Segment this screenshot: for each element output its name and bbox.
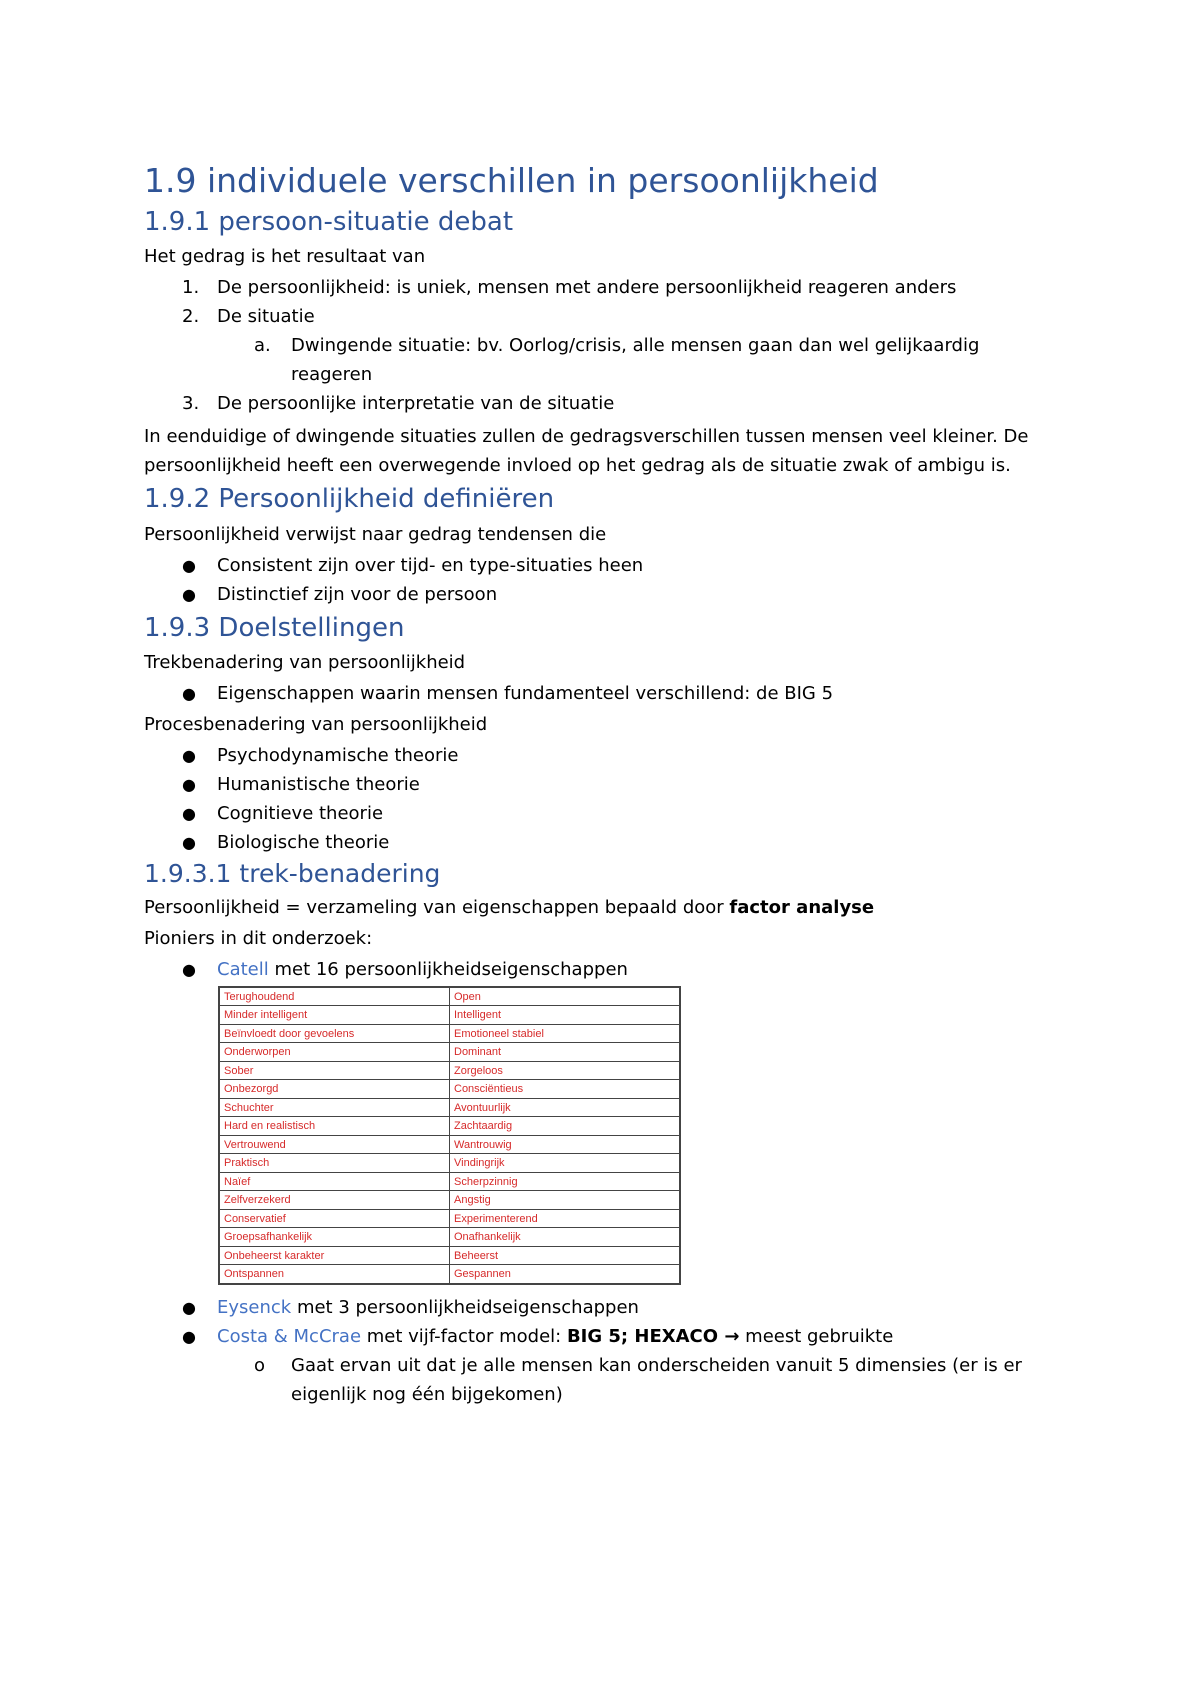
list-item (144, 389, 1064, 418)
paragraph-situaties: In eenduidige of dwingende situaties zullen de gedragsverschillen tussen mensen veel kleiner. De persoonlijkheid heeft een overwegende invloed op het gedrag als de situatie zwak of ambigu is. (144, 426, 1029, 477)
trait-cell-left: Sober (219, 1061, 450, 1080)
heading-1-9: 1.9 individuele verschillen in persoonlijkheid (144, 161, 879, 200)
trait-cell-left: Schuchter (219, 1098, 450, 1117)
trait-cell-left: Onbeheerst karakter (219, 1246, 450, 1265)
numbered-list-gedrag (144, 273, 1064, 418)
trait-cell-left: Zelfverzekerd (219, 1191, 450, 1210)
list-item (144, 302, 1064, 331)
author-name: Eysenck (217, 1296, 292, 1318)
trait-cell-left: Conservatief (219, 1209, 450, 1228)
table-row (219, 1228, 680, 1247)
circle-bullet-icon: o (254, 1354, 266, 1376)
text-run-bold: BIG 5; HEXACO (566, 1325, 725, 1347)
list-number: 2. (182, 306, 200, 328)
list-item-text: Dwingende situatie: bv. Oorlog/crisis, alle mensen gaan dan wel gelijkaardig reageren (291, 335, 980, 386)
list-item-text: Gaat ervan uit dat je alle mensen kan onderscheiden vanuit 5 dimensies (er is er eigenlijk nog één bijgekomen) (291, 1354, 1022, 1405)
list-item-text: De persoonlijke interpretatie van de situatie (217, 393, 615, 415)
paragraph-intro-gedrag: Het gedrag is het resultaat van (144, 246, 426, 268)
paragraph-trekbenadering: Trekbenadering van persoonlijkheid (144, 651, 466, 673)
heading-1-9-1: 1.9.1 persoon-situatie debat (144, 207, 514, 238)
text-run: Persoonlijkheid = verzameling van eigenschappen bepaald door (144, 896, 730, 918)
list-item-text: Eigenschappen waarin mensen fundamenteel verschillend: de BIG 5 (217, 682, 834, 704)
list-item-catell (144, 955, 1064, 984)
list-item (144, 679, 1064, 708)
list-item-text: met vijf-factor model: (361, 1325, 567, 1347)
list-subitem (144, 1351, 1064, 1409)
list-item-text: Distinctief zijn voor de persoon (217, 583, 498, 605)
table-row (219, 1098, 680, 1117)
table-row (219, 1024, 680, 1043)
list-letter: a. (254, 335, 271, 357)
table-row (219, 1246, 680, 1265)
list-item (144, 828, 1064, 857)
list-item-costa (144, 1322, 1064, 1351)
bullet-icon: ● (182, 1326, 196, 1346)
list-item-text: Consistent zijn over tijd- en type-situaties heen (217, 554, 644, 576)
trait-table-wrapper (144, 986, 1064, 1285)
trait-cell-right: Angstig (450, 1191, 681, 1210)
table-row (219, 1061, 680, 1080)
trait-cell-right: Open (450, 987, 681, 1006)
trait-cell-left: Ontspannen (219, 1265, 450, 1284)
trait-cell-left: Terughoudend (219, 987, 450, 1006)
trait-cell-right: Gespannen (450, 1265, 681, 1284)
list-item-text: met 3 persoonlijkheidseigenschappen (291, 1296, 639, 1318)
table-row (219, 1172, 680, 1191)
table-row (219, 1265, 680, 1284)
bullet-icon: ● (182, 745, 196, 765)
list-number: 1. (182, 277, 200, 299)
trait-cell-left: Hard en realistisch (219, 1117, 450, 1136)
bullet-icon: ● (182, 584, 196, 604)
paragraph-intro-definitie: Persoonlijkheid verwijst naar gedrag tendensen die (144, 523, 607, 545)
document-content (144, 160, 1064, 1409)
bullet-icon: ● (182, 1297, 196, 1317)
list-item (144, 580, 1064, 609)
trait-cell-left: Groepsafhankelijk (219, 1228, 450, 1247)
list-number: 3. (182, 393, 200, 415)
list-item (144, 551, 1064, 580)
trait-cell-left: Beïnvloedt door gevoelens (219, 1024, 450, 1043)
table-row (219, 1006, 680, 1025)
bullet-list-pioniers-cont (144, 1293, 1064, 1409)
list-item-text: Psychodynamische theorie (217, 744, 459, 766)
paragraph-procesbenadering: Procesbenadering van persoonlijkheid (144, 713, 488, 735)
table-row (219, 1191, 680, 1210)
table-row (219, 1043, 680, 1062)
list-item (144, 770, 1064, 799)
trait-cell-left: Praktisch (219, 1154, 450, 1173)
trait-cell-right: Emotioneel stabiel (450, 1024, 681, 1043)
list-subitem (144, 331, 1064, 389)
list-item-text: Cognitieve theorie (217, 802, 384, 824)
trait-cell-left: Minder intelligent (219, 1006, 450, 1025)
table-row (219, 1080, 680, 1099)
bullet-icon: ● (182, 555, 196, 575)
trait-cell-right: Avontuurlijk (450, 1098, 681, 1117)
bullet-icon: ● (182, 803, 196, 823)
bullet-list-proces (144, 741, 1064, 857)
arrow-right-icon: → (724, 1325, 740, 1347)
list-item (144, 741, 1064, 770)
heading-1-9-2: 1.9.2 Persoonlijkheid definiëren (144, 484, 555, 515)
author-name: Costa & McCrae (217, 1325, 362, 1347)
text-run-bold: factor analyse (729, 896, 875, 918)
heading-1-9-3-1: 1.9.3.1 trek-benadering (144, 858, 441, 888)
table-row (219, 1154, 680, 1173)
trait-cell-right: Beheerst (450, 1246, 681, 1265)
author-name: Catell (217, 958, 269, 980)
trait-cell-right: Zorgeloos (450, 1061, 681, 1080)
trait-cell-right: Experimenterend (450, 1209, 681, 1228)
bullet-icon: ● (182, 959, 196, 979)
list-item-text: Biologische theorie (217, 831, 390, 853)
paragraph-persoonlijkheid-definitie (144, 893, 1064, 922)
table-row (219, 1117, 680, 1136)
catell-trait-table (218, 986, 681, 1285)
list-item-eysenck (144, 1293, 1064, 1322)
table-row (219, 987, 680, 1006)
trait-cell-left: Vertrouwend (219, 1135, 450, 1154)
trait-cell-left: Naïef (219, 1172, 450, 1191)
trait-table-body (219, 987, 680, 1284)
list-item-text: De persoonlijkheid: is uniek, mensen met andere persoonlijkheid reageren anders (217, 277, 957, 299)
trait-cell-left: Onderworpen (219, 1043, 450, 1062)
heading-1-9-3: 1.9.3 Doelstellingen (144, 612, 405, 643)
paragraph-pioniers: Pioniers in dit onderzoek: (144, 927, 373, 949)
table-row (219, 1135, 680, 1154)
bullet-icon: ● (182, 832, 196, 852)
trait-cell-right: Onafhankelijk (450, 1228, 681, 1247)
trait-cell-right: Dominant (450, 1043, 681, 1062)
bullet-list-trek (144, 679, 1064, 708)
trait-cell-right: Vindingrijk (450, 1154, 681, 1173)
bullet-list-definitie (144, 551, 1064, 609)
bullet-list-pioniers (144, 955, 1064, 984)
list-item-text: meest gebruikte (739, 1325, 894, 1347)
list-item-text: De situatie (217, 306, 315, 328)
trait-cell-left: Onbezorgd (219, 1080, 450, 1099)
bullet-icon: ● (182, 774, 196, 794)
trait-cell-right: Wantrouwig (450, 1135, 681, 1154)
bullet-icon: ● (182, 683, 196, 703)
trait-cell-right: Intelligent (450, 1006, 681, 1025)
table-row (219, 1209, 680, 1228)
list-item (144, 273, 1064, 302)
trait-cell-right: Consciëntieus (450, 1080, 681, 1099)
trait-cell-right: Zachtaardig (450, 1117, 681, 1136)
list-item-text: met 16 persoonlijkheidseigenschappen (268, 958, 628, 980)
list-item-text: Humanistische theorie (217, 773, 420, 795)
list-item (144, 799, 1064, 828)
trait-cell-right: Scherpzinnig (450, 1172, 681, 1191)
